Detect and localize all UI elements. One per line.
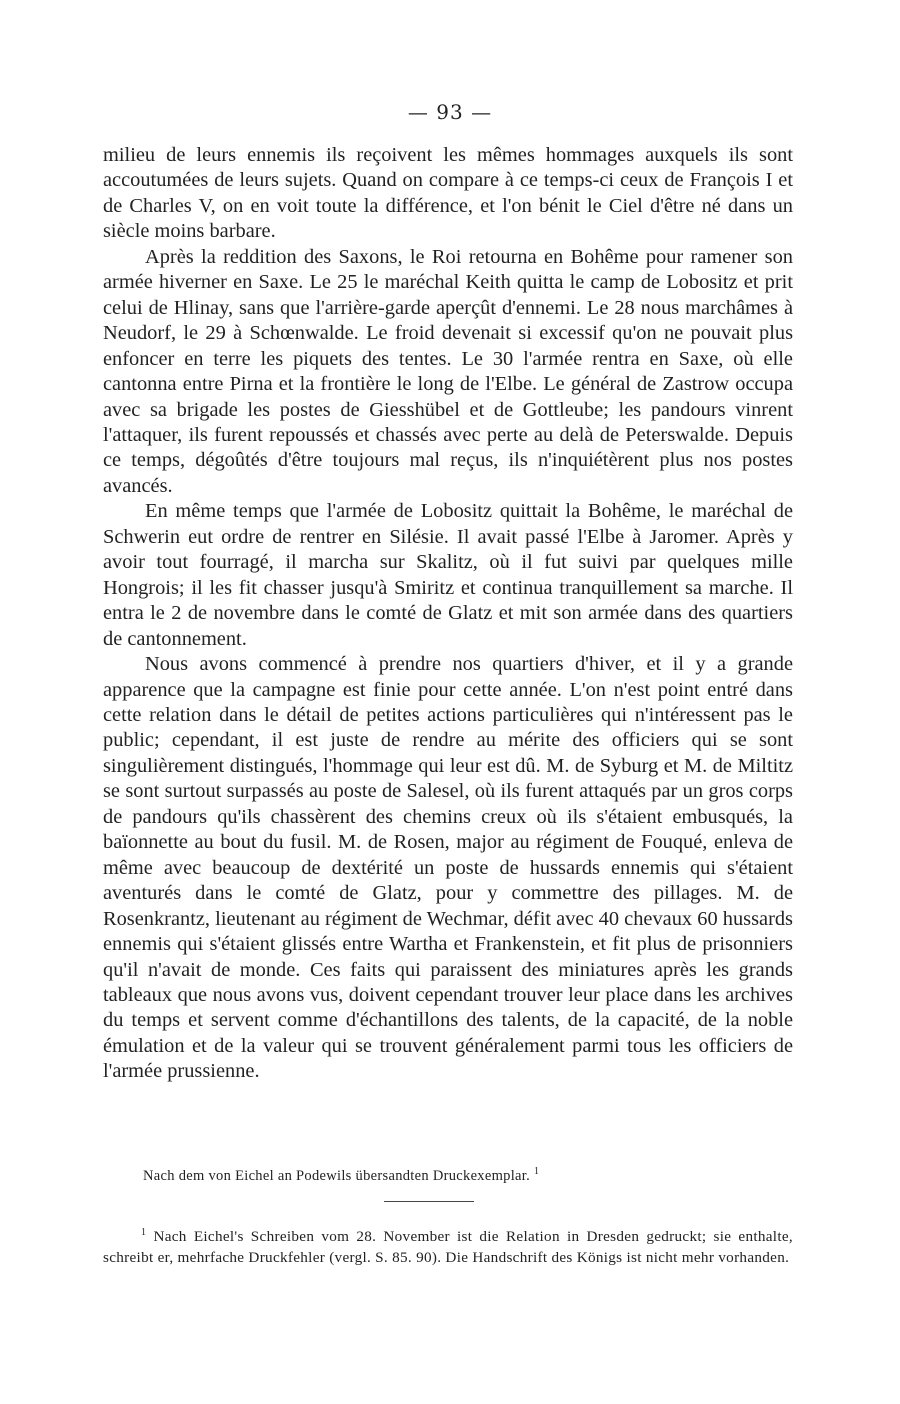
source-note-marker: 1 bbox=[533, 1166, 540, 1178]
paragraph-2: Après la reddition des Saxons, le Roi retourna en Bohême pour ramener son armée hiverner en Saxe. Le 25 le maréchal Keith quitta le camp de Lobositz et prit celui de Hlinay, sans que l'arrière-garde aperçût d'ennemi. Le 28 nous marchâmes à Neudorf, le 29 à Schœnwalde. Le froid devenait si excessif qu'on ne pouvait plus enfoncer en terre les piquets des tentes. Le 30 l'armée rentra en Saxe, où elle cantonna entre Pirna et la frontière le long de l'Elbe. Le général de Zastrow occupa avec sa brigade les postes de Giesshübel et de Gottleube; les pandours vinrent l'attaquer, ils furent repoussés et chassés avec perte au delà de Peterswalde. Depuis ce temps, dégoûtés d'être toujours mal reçus, ils n'inquiétèrent plus nos postes avancés. bbox=[103, 245, 793, 497]
footnote bbox=[103, 1226, 793, 1268]
paragraph-1: milieu de leurs ennemis ils reçoivent les mêmes hommages auxquels ils sont accoutumées de leurs sujets. Quand on compare à ce temps-ci ceux de François I et de Charles V, on en voit toute la différence, et l'on bénit le Ciel d'être né dans un siècle moins barbare. bbox=[103, 144, 793, 243]
page-number: — 93 — bbox=[407, 100, 493, 124]
source-note-text: Nach dem von Eichel an Podewils übersandten Druckexemplar. bbox=[143, 1168, 531, 1184]
footnote-divider bbox=[384, 1201, 474, 1202]
source-note bbox=[143, 1166, 793, 1186]
paragraph-4: Nous avons commencé à prendre nos quartiers d'hiver, et il y a grande apparence que la campagne est finie pour cette année. L'on n'est point entré dans cette relation dans le détail de petites actions particulières qui n'intéressent pas le public; cependant, il est juste de rendre au mérite des officiers qui se sont singulièrement distingués, l'hommage qui leur est dû. M. de Syburg et M. de Miltitz se sont surtout surpassés au poste de Salesel, où ils furent attaqués par un gros corps de pandours qu'ils chassèrent des chemins creux où ils s'étaient embusqués, la baïonnette au bout du fusil. M. de Rosen, major au régiment de Fouqué, enleva de même avec beaucoup de dextérité un poste de hussards ennemis qui s'étaient aventurés dans le comté de Glatz, pour y commettre des pillages. M. de Rosenkrantz, lieutenant au régiment de Wechmar, défit avec 40 chevaux 60 hussards ennemis qui s'étaient glissés entre Wartha et Frankenstein, et fit plus de prisonniers qu'il n'avait de monde. Ces faits qui paraissent des miniatures après les grands tableaux que nous avons vus, doivent cependant trouver leur place dans les archives du temps et servent comme d'échantillons des talents, de la capacité, de la noble émulation et de la valeur qui se trouvent généralement parmi tous les officiers de l'armée prussienne. bbox=[103, 653, 793, 1083]
footnote-text: Nach Eichel's Schreiben vom 28. November ist die Relation in Dresden gedruckt; sie enthalte, schreibt er, mehrfache Druckfehler (vergl. S. 85. 90). Die Handschrift des Königs ist nicht mehr vorhanden. bbox=[103, 1228, 793, 1266]
body-text bbox=[103, 143, 793, 1085]
paragraph-3: En même temps que l'armée de Lobositz quittait la Bohême, le maréchal de Schwerin eut ordre de rentrer en Silésie. Il avait passé l'Elbe à Jaromer. Après y avoir tout fourragé, il marcha sur Skalitz, où il fut suivi par quelques mille Hongrois; il les fit chasser jusqu'à Smiritz et continua tranquillement sa marche. Il entra le 2 de novembre dans le comté de Glatz et mit son armée dans des quartiers de cantonnement. bbox=[103, 500, 793, 650]
footnote-marker: 1 bbox=[141, 1226, 147, 1238]
